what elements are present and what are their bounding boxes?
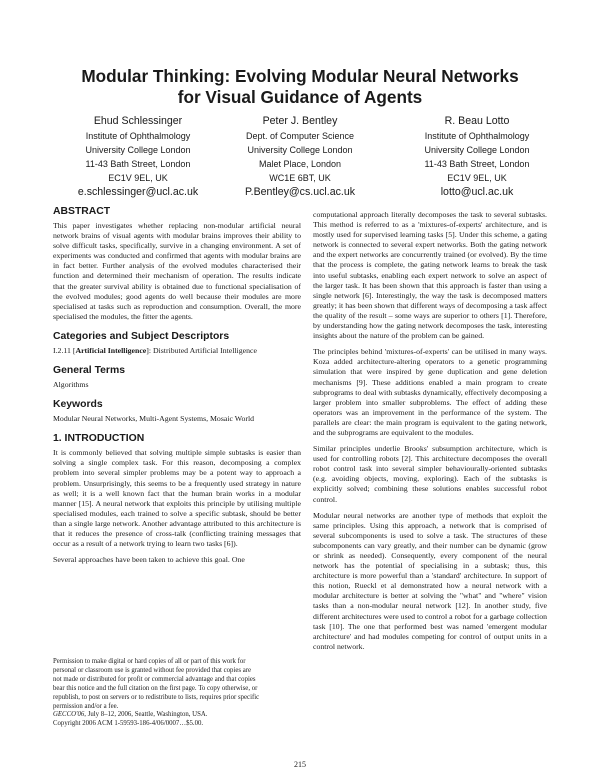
footnote-line: permission and/or a fee. (53, 702, 119, 710)
title-line-2: for Visual Guidance of Agents (177, 87, 423, 107)
right-paragraph-4: Modular neural networks are another type of methods that exploit the same principles. Using this approach, a network that is comprised of several subcomponents is used to solve a task. The structures of these subcomponents can vary greatly, and their number can be dynamic (grow or shrink as needed). Consequently, every component of the neural network has the potential of specialising in a subtask; thus, this architecture is more powerful than a 'standard' architecture. In support of this notion, Rueckl et al demonstrated how a neural network with a modular architecture is better at solving the "what" and "where" vision tasks than a non-modular neural network [12]. In another study, five different architectures were used to control a robot for a garbage collection task [10]. The one that performed best was named 'emergent modular architecture' and had modules competing for control of output units in a control network. (313, 510, 547, 651)
author-address: 11-43 Bath Street, London (85, 159, 191, 169)
author-block-3 (392, 114, 562, 199)
footnote-line: Permission to make digital or hard copies of all or part of this work for (53, 658, 246, 665)
intro-paragraph-2: Several approaches have been taken to achieve this goal. One (53, 555, 245, 565)
author-affiliation: University College London (424, 145, 530, 155)
title-line-1: Modular Thinking: Evolving Modular Neural Networks (81, 66, 519, 86)
intro-paragraph-1: It is commonly believed that solving multiple simple subtasks is easier than solving a single complex task. For this reason, decomposing a complex problem into several simpler problems may be a potent way to approach a problem. Unsurprisingly, this seems to be a frequently used strategy in nature as well; it is a well known fact that the human brain works in a modular manner [15]. A neural network that exploits this principle by utilising multiple specialised modules, each trained to solve a specific subtask, should be better than a single large network. Another advantage attributed to this architecture is that it reduces the presence of cross-talk (conflicting training messages that occur as a result of a network trying to learn two tasks [6]). (53, 448, 301, 549)
footnote-line: republish, to post on servers or to redistribute to lists, requires prior specific (53, 693, 260, 701)
footnote-copyright: Copyright 2006 ACM 1-59593-186-4/06/0007…$5.00. (53, 720, 204, 728)
left-column (53, 205, 301, 571)
terms-text: Algorithms (53, 380, 89, 390)
categories-code: I.2.11 [ (53, 345, 76, 355)
author-affiliation: Institute of Ophthalmology (85, 131, 191, 141)
author-address: 11-43 Bath Street, London (424, 159, 530, 169)
abstract-heading: ABSTRACT (53, 206, 111, 217)
categories-heading: Categories and Subject Descriptors (53, 330, 230, 342)
page-number: 215 (294, 760, 306, 769)
footnote-line: not made or distributed for profit or commercial advantage and that copies (53, 675, 256, 683)
footnote-line: bear this notice and the full citation on the first page. To copy otherwise, or (53, 684, 258, 692)
author-address: Malet Place, London (258, 159, 342, 169)
author-postcode: EC1V 9EL, UK (108, 173, 168, 183)
author-postcode: EC1V 9EL, UK (447, 173, 507, 183)
author-affiliation: University College London (247, 145, 353, 155)
abstract-text: This paper investigates whether replacing non-modular artificial neural network brains of visual agents with modular brains improves their ability to solve difficult tasks, specifically, survive in a changing environment. A set of experiments was conducted and confirmed that agents with modular brains are in fact better. Further analysis of the evolved modules characterised their function and determined their mechanism of operation. The results indicate that the greater survival ability is obtained due to functional specialisation of the evolved modules; good agents do well because their modules are more specialised at tasks such as reproduction and consumption. Overall, the more specialised the modules, the fitter the agents. (53, 221, 301, 321)
right-column (313, 210, 547, 658)
intro-heading: 1. INTRODUCTION (53, 433, 145, 445)
footnote-venue-line (53, 711, 301, 720)
author-name: Peter J. Bentley (262, 115, 338, 127)
footnote-venue: GECCO'06 (53, 711, 85, 719)
categories-text (53, 346, 301, 356)
right-paragraph-2: The principles behind 'mixtures-of-experts' can be utilised in many ways. Koza added architecture-altering operators to a genetic programming simulation that were inspired by gene duplication and gene deletion mechanisms [9]. These additions enabled a main program to create subprograms to deal with subtasks dynamically, effectively decomposing a larger problem into smaller subproblems. The effect of adding these operators was an improvement in the performance of the system. The parallels are clear: the main program is equivalent to the gating network, and the subprograms are equivalent to the modules. (313, 347, 547, 437)
author-name: R. Beau Lotto (444, 115, 510, 127)
right-paragraph-3: Similar principles underlie Brooks' subsumption architecture, which is used for controlling robots [2]. This architecture decomposes the overall robot control task into several simpler behaviourally-oriented subtasks (e.g. avoiding objects, moving, exploring). Each of the subtasks is explicitly solved; combining these solutions enables successful robot control. (313, 444, 547, 504)
right-paragraph-1: computational approach literally decomposes the task to several subtasks. This method is referred to as a 'mixtures-of-experts' architecture, and is mostly used for supervised learning tasks [5]. Under this scheme, a gating network is connected to several expert networks. Both the gating network and the expert networks are concurrently trained (or evolved). By the time that the process is complete, the gating network learns to break the task into useful subtasks, enabling each expert network to solve an aspect of the larger task. It has been shown that this approach is faster than using a single network [6]. Interestingly, the way the task is decomposed matters greatly; it has been shown that different ways of decomposing a task affect the quality of the result – some ways are superior to others [1]. Therefore, by understanding how the gating network decomposes the task, interesting insights about the nature of the problem can be gained. (313, 210, 547, 341)
footnote-venue-rest: , July 8–12, 2006, Seattle, Washington, USA. (84, 711, 208, 719)
footnote-line: personal or classroom use is granted without fee provided that copies are (53, 666, 251, 674)
author-block-2 (215, 114, 385, 199)
permission-footnote (53, 658, 301, 729)
author-affiliation: University College London (85, 145, 191, 155)
keywords-heading: Keywords (53, 399, 103, 411)
author-email: lotto@ucl.ac.uk (440, 186, 514, 198)
author-email: P.Bentley@cs.ucl.ac.uk (244, 186, 356, 198)
author-block-1 (53, 114, 223, 199)
author-name: Ehud Schlessinger (93, 115, 183, 127)
paper-title (0, 66, 600, 108)
keywords-text: Modular Neural Networks, Multi-Agent Systems, Mosaic World (53, 414, 255, 424)
author-postcode: WC1E 6BT, UK (269, 173, 331, 183)
categories-bold: Artificial Intelligence (75, 345, 147, 355)
author-affiliation: Institute of Ophthalmology (424, 131, 530, 141)
author-affiliation: Dept. of Computer Science (245, 131, 355, 141)
author-email: e.schlessinger@ucl.ac.uk (77, 186, 199, 198)
categories-rest: ]: Distributed Artificial Intelligence (146, 345, 257, 355)
terms-heading: General Terms (53, 365, 125, 377)
